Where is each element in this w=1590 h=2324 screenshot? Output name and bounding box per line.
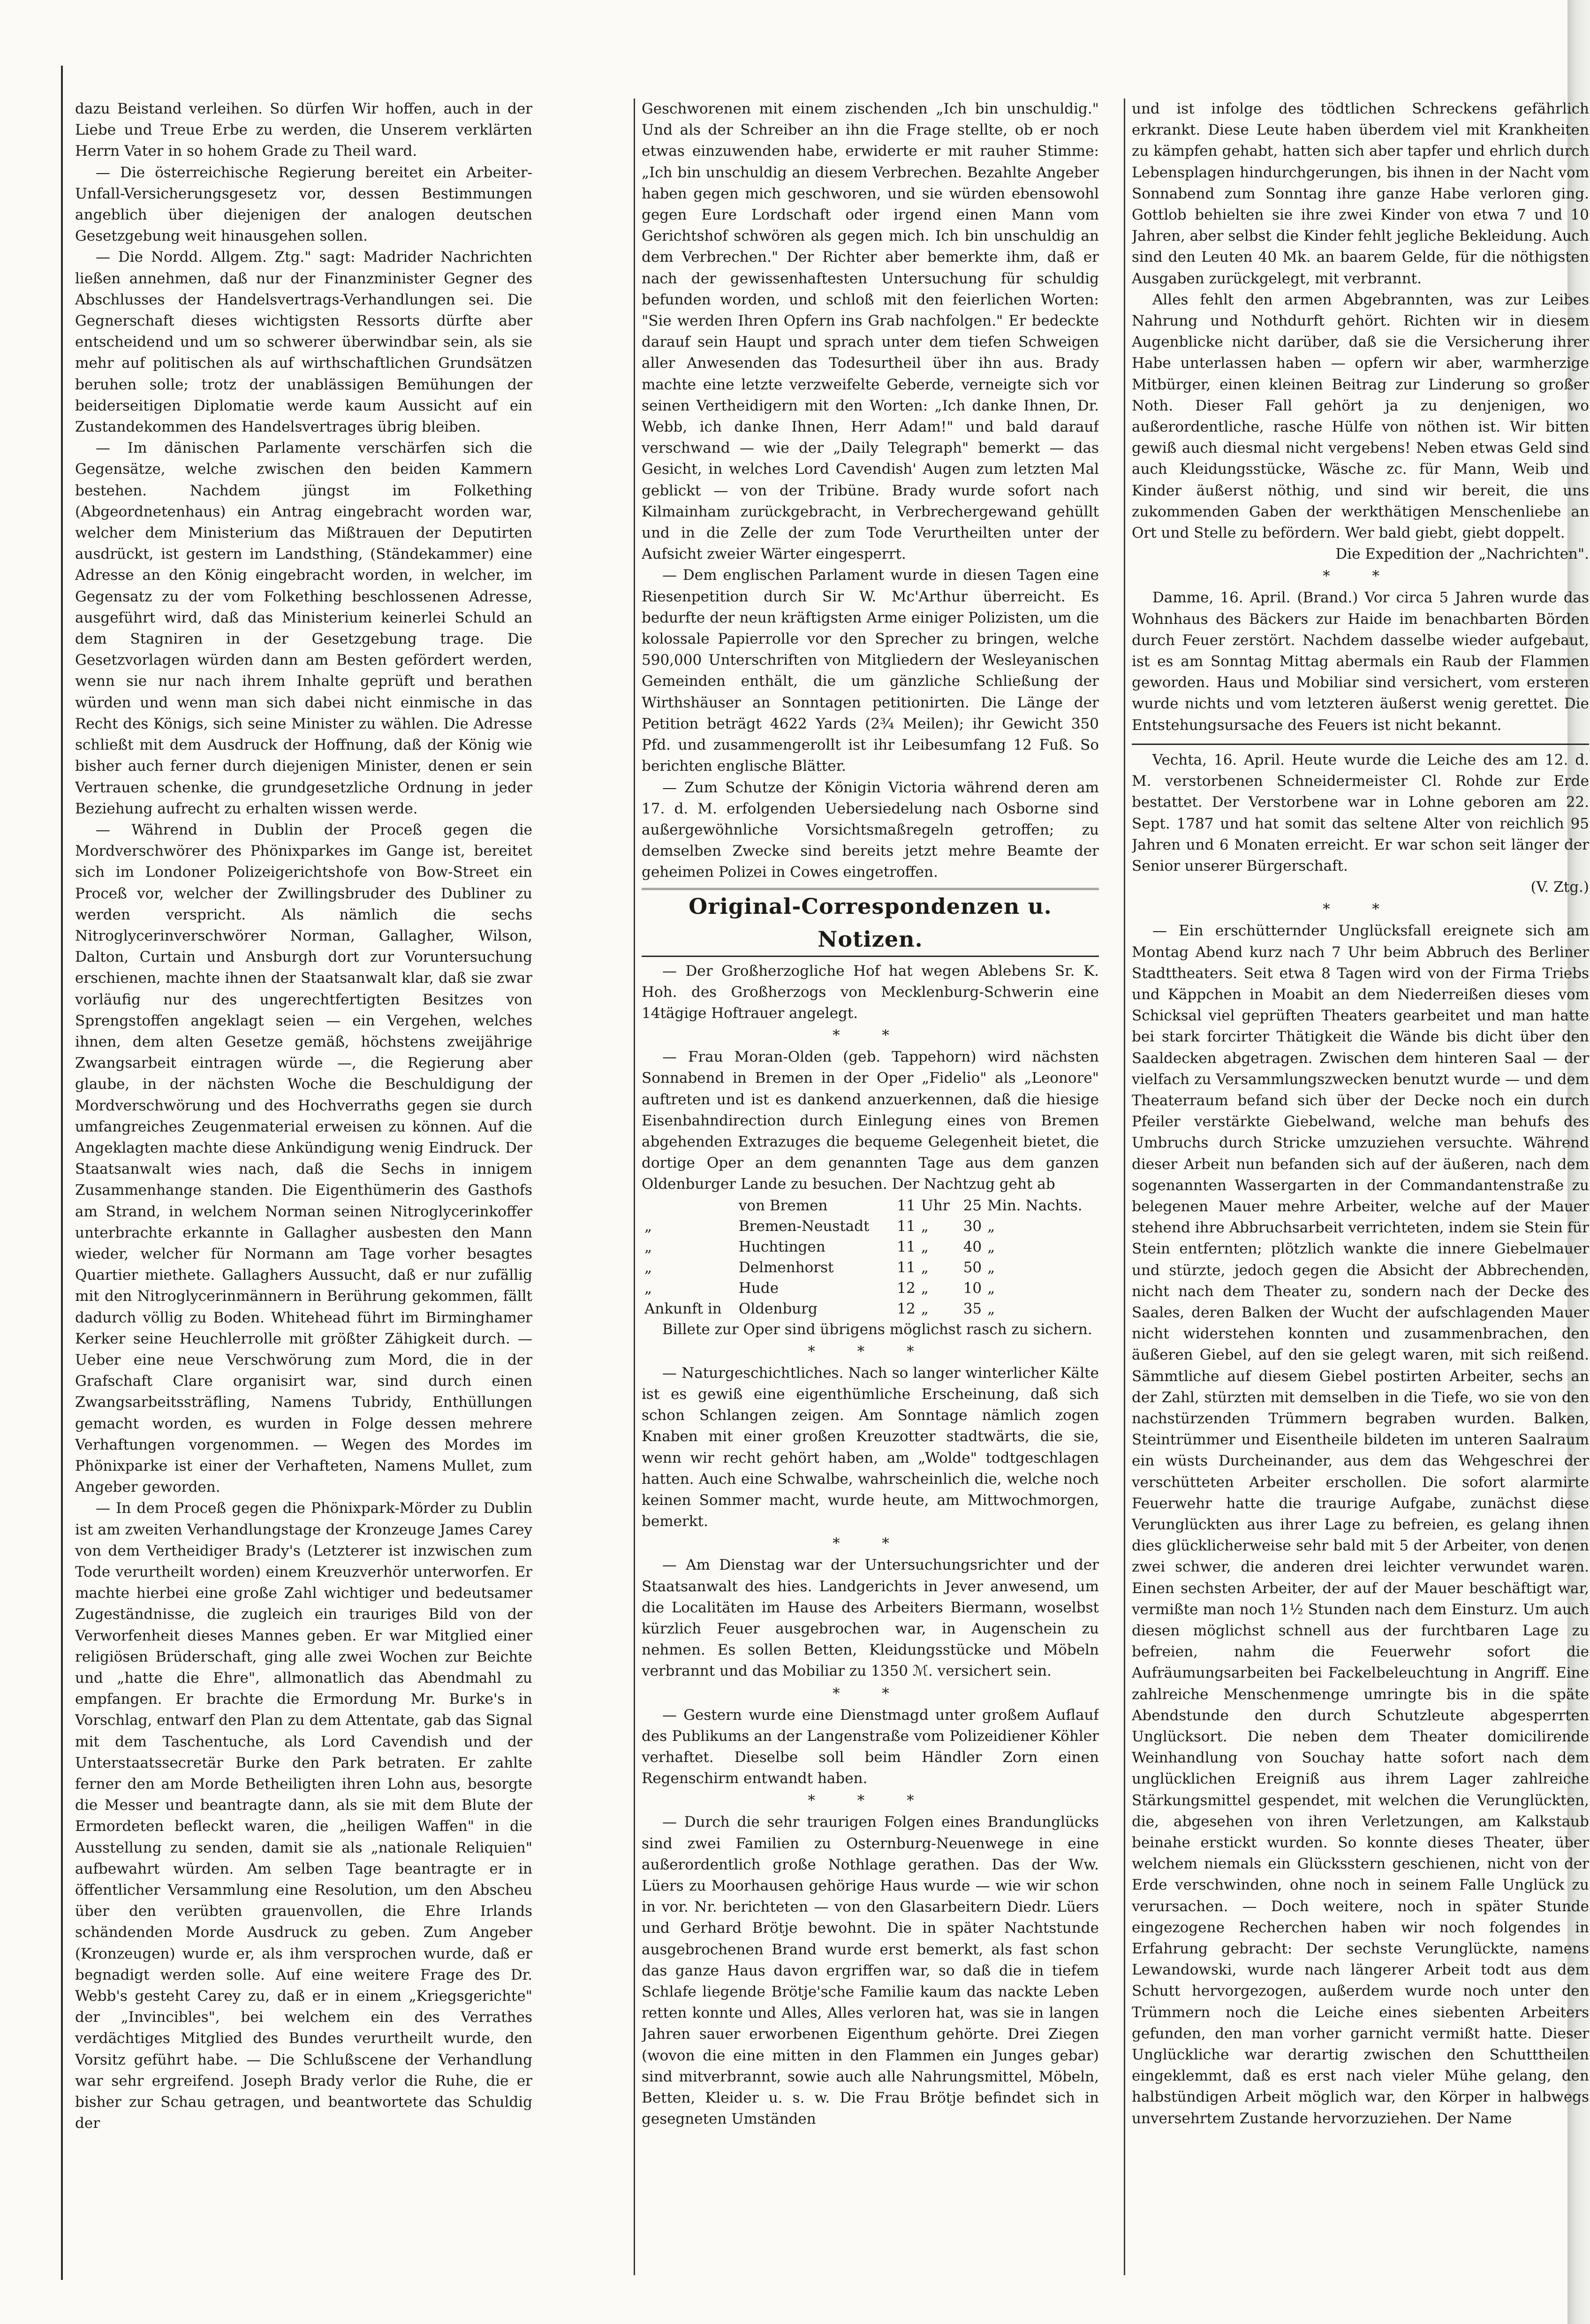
- schedule-row: [642, 1237, 1099, 1257]
- schedule-station: von Bremen: [738, 1197, 828, 1214]
- article-paragraph: Alles fehlt den armen Abgebrannten, was zur Leibes Nahrung und Nothdurft gehört. Richten wir in diesem Augenblicke nicht darüber, daß sie die Versicherung ihrer Habe unterlassen haben — opfern wir aber, warmherzige Mitbürger, einen kleinen Beitrag zur Linderung so großer Noth. Dieser Fall gehört ja zu denjenigen, wo außerordentliche, rasche Hülfe von nöthen ist. Wir bitten gewiß auch diesmal nicht vergebens! Neben etwas Geld sind auch Kleidungsstücke, Wäsche zc. für Mann, Weib und Kinder äußerst nöthig, und sind wir bereit, die uns zukommenden Gaben der werkthätigen Menschenliebe an Ort und Stelle zu befördern. Wer bald giebt, giebt doppelt.: [1132, 291, 1589, 542]
- schedule-prefix: [642, 1195, 736, 1216]
- schedule-station: Hude: [738, 1279, 779, 1297]
- column-1: [75, 99, 532, 2275]
- schedule-row: [642, 1257, 1099, 1278]
- article-paragraph: — Ein erschütternder Unglücksfall ereignete sich am Montag Abend kurz nach 7 Uhr beim Abbruch des Berliner Stadttheaters. Seit etwa 8 Tagen wird von der Firma Triebs und Käppchen in Moabit an dem Niederreißen dieses vom Schicksal viel geprüften Theaters gearbeitet und man hatte bei stark forcirter Thätigkeit die Wände bis dicht über den Saaldecken abgetragen. Zwischen dem hinteren Saal — der vielfach zu Versammlungszwecken benutzt wurde — und dem Theaterraum befand sich über der Decke noch ein durch Pfeiler verstärkte Giebelwand, welche man behufs des Umbruchs durch Stricke umzuziehen versuchte. Während dieser Arbeit nun befanden sich auf der äußeren, nach dem sogenannten Wassergarten in der Commandantenstraße zu belegenen Mauer mehre Arbeiter, welche auf der Mauer stehend ihre Abbruchsarbeit verrichteten, indem sie Stein für Stein entfernten; plötzlich wankte die innere Giebelmauer und stürzte, jedoch gegen die Absicht der Abbrechenden, nicht nach dem Theater zu, sondern nach der Decke des Saales, deren Balken der Wucht der aufschlagenden Mauer nicht widerstehen konnten und zusammenbrachen, den äußeren Giebel, auf den sie gelegt waren, mit sich reißend. Sämmtliche auf diesem Giebel postirten Arbeiter, sechs an der Zahl, stürzten mit demselben in die Tiefe, wo sie von den nachstürzenden Trümmern begraben wurden. Balken, Steintrümmer und Eisentheile bildeten im unteren Saalraum ein wüsts Durcheinander, aus dem das Wehgeschrei der verschütteten Arbeiter erschollen. Die sofort alarmirte Feuerwehr hatte die traurige Aufgabe, zunächst diese Verunglückten aus ihrer Lage zu befreien, es gelang ihnen dies glücklicherweise sehr bald mit 5 der Arbeiter, von denen zwei schwer, die anderen drei leichter verwundet waren. Einen sechsten Arbeiter, der auf der Mauer beschäftigt war, vermißte man noch 1½ Stunden nach dem Einsturz. Um auch diesen möglichst schnell aus der furchtbaren Lage zu befreien, nahm die Feuerwehr sofort die Aufräumungsarbeiten bei Fackelbeleuchtung in Angriff. Eine zahlreiche Menschenmenge umringte bis in die späte Abendstunde den durch Schutzleute abgesperrten Unglücksort. Die neben dem Theater domicilirende Weinhandlung von Souchay hatte sofort nach dem unglücklichen Ereigniß aus ihrem Lager zahlreiche Stärkungsmittel gespendet, mit welchen die Verunglückten, die, abgesehen von ihren Verletzungen, am Kalkstaub beinahe erstickt wurden. So konnte dieses Theater, über welchem niemals ein Glücksstern geschienen, nicht von der Erde verschwinden, ohne noch in seinem Falle Unglück zu verursachen. — Doch weitere, noch in später Stunde eingezogene Recherchen haben wir noch folgendes in Erfahrung gebracht: Der sechste Verunglückte, namens Lewandowski, wurde nach längerer Arbeit todt aus dem Schutt hervorgezogen, außerdem wurde noch unter den Trümmern noch die Leiche eines siebenten Arbeiters gefunden, den man vorher garnicht vermißt hatte. Dieser Unglückliche war derartig zwischen den Schutttheilen eingeklemmt, daß es erst nach vieler Mühe gelang, den halbstündigen Arbeit möglich war, den Körper in halbwegs unversehrtem Zustande hervorzuziehen. Der Name: [1132, 922, 1589, 2127]
- schedule-prefix: „: [644, 1238, 652, 1255]
- source-credit: (V. Ztg.): [1530, 879, 1589, 896]
- article-paragraph: Vechta, 16. April. Heute wurde die Leiche des am 12. d. M. verstorbenen Schneidermeister Cl. Rohde zur Erde bestattet. Der Verstorbene war in Lohne geboren am 22. Sept. 1787 und hat somit das seltene Alter von reichlich 95 Jahren und 6 Monaten erreicht. Er war schon seit länger der Senior unserer Bürgerschaft.: [1132, 751, 1589, 874]
- schedule-hour: 11: [897, 1197, 916, 1214]
- divider-rule: [1132, 744, 1589, 745]
- separator-stars: * *: [1323, 901, 1398, 918]
- schedule-minute: 50: [963, 1259, 982, 1276]
- column-3: [1132, 99, 1589, 2275]
- article-paragraph: — Der Großherzogliche Hof hat wegen Ablebens Sr. K. Hoh. des Großherzogs von Mecklenburg-Schwerin eine 14tägige Hoftrauer angelegt.: [642, 962, 1099, 1022]
- schedule-row: [642, 1195, 1099, 1216]
- schedule-hour: 12: [897, 1300, 916, 1317]
- schedule-minute: 25: [963, 1197, 982, 1214]
- article-paragraph: Geschworenen mit einem zischenden „Ich bin unschuldig." Und als der Schreiber an ihn die Frage stellte, ob er noch etwas einzuwenden habe, erwiderte er mit rauher Stimme: „Ich bin unschuldig an diesem Verbrechen. Bezahlte Angeber haben gegen mich geschworen, und sie würden ebensowohl gegen Eure Lordschaft oder irgend einen Mann vom Gerichtshof schwören als gegen mich. Ich bin unschuldig an dem Verbrechen." Der Richter aber bemerkte ihm, daß er nach der gewissenhaftesten Untersuchung für schuldig befunden worden, und schloß mit den feierlichen Worten: "Sie werden Ihren Opfern ins Grab nachfolgen." Er bedeckte darauf sein Haupt und sprach unter dem tiefen Schweigen aller Anwesenden das Todesurtheil über ihn aus. Brady machte eine letzte verzweifelte Geberde, verneigte sich vor seinen Vertheidigern mit den Worten: „Ich danke Ihnen, Dr. Webb, ich danke Ihnen, Herr Adam!" und bald darauf verschwand — wie der „Daily Telegraph" bemerkt — das Gesicht, in welches Lord Cavendish' Augen zum letzten Mal geblickt — von der Tribüne. Brady wurde sofort nach Kilmainham zurückgebracht, in Verbrechergewand gehüllt und in die Zelle der zum Tode Verurtheilten unter der Aufsicht zweier Wärter eingesperrt.: [642, 100, 1099, 563]
- separator-stars: * * *: [808, 1792, 933, 1809]
- column-rule-1: [634, 99, 635, 2275]
- newspaper-page: [61, 80, 1589, 2285]
- schedule-prefix: Ankunft in: [644, 1300, 722, 1317]
- schedule-suffix: „: [987, 1259, 995, 1276]
- schedule-suffix: „: [987, 1217, 995, 1235]
- schedule-unit: „: [921, 1279, 929, 1297]
- schedule-unit: „: [921, 1259, 929, 1276]
- schedule-hour: 11: [897, 1217, 916, 1235]
- article-paragraph: — Am Dienstag war der Untersuchungsrichter und der Staatsanwalt des hies. Landgerichts in Jever anwesend, um die Localitäten im Hause des Arbeiters Biermann, woselbst kürzlich Feuer ausgebrochen war, in Augenschein zu nehmen. Es sollen Betten, Kleidungsstücke und Möbeln verbrannt und das Mobiliar zu 1350 ℳ. versichert sein.: [642, 1557, 1099, 1680]
- schedule-station: Delmenhorst: [738, 1259, 834, 1276]
- schedule-minute: 40: [963, 1238, 982, 1255]
- train-schedule: [642, 1195, 1099, 1319]
- column-rule-2: [1124, 99, 1125, 2275]
- article-paragraph: dazu Beistand verleihen. So dürfen Wir hoffen, auch in der Liebe und Treue Erbe zu werden, die Unserem verklärten Herrn Vater in so hohem Grade zu Theil ward.: [75, 100, 532, 160]
- article-paragraph: — Die Nordd. Allgem. Ztg." sagt: Madrider Nachrichten ließen annehmen, daß nur der Finanzminister Gegner des Abschlusses der Handelsvertrags-Verhandlungen sei. Die Gegnerschaft dieses wichtigsten Ressorts dürfte aber entscheidend und um so schwerer überwindbar sein, als sie mehr auf politischen als auf wirthschaftlichen Grundsätzen beruhen solle; trotz der unablässigen Bemühungen der beiderseitigen Diplomatie werde kaum Aussicht auf ein Zustandekommen des Handelsvertrages übrig bleiben.: [75, 249, 532, 436]
- separator-stars: * *: [833, 1535, 908, 1552]
- schedule-minute: 10: [963, 1279, 982, 1297]
- schedule-minute: 30: [963, 1217, 982, 1235]
- article-paragraph: — Die österreichische Regierung bereitet ein Arbeiter-Unfall-Versicherungsgesetz vor, dessen Bestimmungen angeblich über diejenigen der analogen deutschen Gesetzgebung weit hinausgehen sollen.: [75, 164, 532, 245]
- article-paragraph: und ist infolge des tödtlichen Schreckens gefährlich erkrankt. Diese Leute haben überdem viel mit Krankheiten zu kämpfen gehabt, hatten sich aber tapfer und ehrlich durch Lebensplagen hindurchgerungen, bis ihnen in der Nacht vom Sonnabend zum Sonntag ihre ganze Habe verloren ging. Gottlob behielten sie ihre zwei Kinder von etwa 7 und 10 Jahren, aber selbst die Kinder fehlt jegliche Bekleidung. Auch sind den Leuten 40 Mk. an baarem Gelde, für die nöthigsten Ausgaben zurückgelegt, mit verbrannt.: [1132, 100, 1589, 287]
- article-paragraph: — Dem englischen Parlament wurde in diesen Tagen eine Riesenpetition durch Sir W. Mc'Arthur überreicht. Es bedurfte der neun kräftigsten Arme einiger Polizisten, um die kolossale Papierrolle vor den Sprecher zu bringen, welche 590,000 Unterschriften von Mitgliedern der Wesleyanischen Gemeinden enthält, die um gänzliche Schließung der Wirthshäuser an Sonntagen petitionirten. Die Länge der Petition beträgt 4622 Yards (2¾ Meilen); ihr Gewicht 350 Pfd. und zusammengerollt ist ihr Leibesumfang 12 Fuß. So berichten englische Blätter.: [642, 567, 1099, 775]
- separator-stars: * *: [833, 1027, 908, 1044]
- article-paragraph: — Zum Schutze der Königin Victoria während deren am 17. d. M. erfolgenden Uebersiedelung nach Osborne sind außergewöhnliche Vorsichtsmaßregeln getroffen; zu demselben Zwecke sind bereits jetzt mehre Beamte der geheimen Polizei in Cowes eingetroffen.: [642, 779, 1099, 881]
- schedule-row: [642, 1216, 1099, 1237]
- article-paragraph: — Frau Moran-Olden (geb. Tappehorn) wird nächsten Sonnabend in Bremen in der Oper „Fidelio" als „Leonore" auftreten und ist es dankend anzuerkennen, daß die hiesige Eisenbahndirection durch Einlegung eines von Bremen abgehenden Extrazuges die bequeme Gelegenheit bietet, die dortige Oper an dem genannten Tage aus dem ganzen Oldenburger Lande zu besuchen. Der Nachtzug geht ab: [642, 1048, 1099, 1193]
- schedule-suffix: „: [987, 1279, 995, 1297]
- schedule-prefix: „: [644, 1279, 652, 1297]
- schedule-station: Huchtingen: [738, 1238, 825, 1255]
- separator-stars: * * *: [808, 1343, 933, 1360]
- article-paragraph: — Durch die sehr traurigen Folgen eines Brandunglücks sind zwei Familien zu Osternburg-Neuenwege in eine außerordentlich große Nothlage gerathen. Das der Ww. Lüers zu Moorhausen gehörige Haus wurde — wie wir schon in vor. Nr. berichteten — von den Glasarbeitern Diedr. Lüers und Gerhard Brötje bewohnt. Die in später Nachtstunde ausgebrochenen Brand wurde erst bemerkt, als fast schon das ganze Haus davon ergriffen war, so daß die in tiefem Schlafe liegende Brötje'sche Familie kaum das nackte Leben retten konnte und Alles, Alles verloren hat, was sie in langen Jahren sauer erworbenen Eigenthum gehörte. Drei Ziegen (wovon die eine mitten in den Flammen ein Junges gebar) sind mitverbrannt, sowie auch alle Nahrungsmittel, Möbeln, Betten, Kleider u. s. w. Die Frau Brötje befindet sich in gesegneten Umständen: [642, 1814, 1099, 2128]
- schedule-station: Bremen-Neustadt: [738, 1217, 870, 1235]
- schedule-prefix: „: [644, 1259, 652, 1276]
- article-paragraph: Damme, 16. April. (Brand.) Vor circa 5 Jahren wurde das Wohnhaus des Bäckers zur Haide im benachbarten Börden durch Feuer zerstört. Nachdem dasselbe wieder aufgebaut, ist es am Sonntag Mittag abermals ein Raub der Flammen geworden. Haus und Mobiliar sind versichert, vom ersteren wurde nichts und vom letzteren äußerst wenig gerettet. Die Entstehungsursache des Feuers ist nicht bekannt.: [1132, 589, 1589, 734]
- schedule-prefix: „: [644, 1217, 652, 1235]
- column-2: [642, 99, 1099, 2275]
- article-paragraph: — Gestern wurde eine Dienstmagd unter großem Auflauf des Publikums an der Langenstraße vom Polizeidiener Köhler verhaftet. Dieselbe soll beim Händler Zorn einen Regenschirm entwandt haben.: [642, 1706, 1099, 1787]
- article-paragraph: Billete zur Oper sind übrigens möglichst rasch zu sichern.: [662, 1321, 1092, 1338]
- schedule-hour: 11: [897, 1238, 916, 1255]
- article-paragraph: — In dem Proceß gegen die Phönixpark-Mörder zu Dublin ist am zweiten Verhandlungstage der Kronzeuge James Carey von dem Vertheidiger Brady's (Letzterer ist inzwischen zum Tode verurtheilt worden) einem Kreuzverhör unterworfen. Er machte hierbei eine große Zahl wichtiger und bedeutsamer Zugeständnisse, die zugleich ein trauriges Bild von der Verworfenheit dieses Mannes geben. Er war Mitglied einer religiösen Brüderschaft, ging alle zwei Wochen zur Beichte und „hatte die Ehre", allmonatlich das Abendmahl zu empfangen. Er brachte die Ermordung Mr. Burke's in Vorschlag, entwarf den Plan zu dem Attentate, gab das Signal mit dem Taschentuche, als Lord Cavendish und der Unterstaatssecretär Burke den Park betraten. Er zahlte ferner den am Morde Betheiligten ihren Lohn aus, besorgte die Messer und beantragte dann, als sie mit dem Blute der Ermordeten befleckt waren, die „heiligen Waffen" in die Ausstellung zu senden, damit sie als „nationale Reliquien" aufbewahrt würden. Am selben Tage beantragte er in öffentlicher Versammlung eine Resolution, um den Abscheu über den verübten grauenvollen, die Ehre Irlands schändenden Morde Ausdruck zu geben. Zum Angeber (Kronzeugen) wurde er, als ihm versprochen wurde, daß er begnadigt werden solle. Auf eine weitere Frage des Dr. Webb's gesteht Carey zu, daß er in einem „Kriegsgerichte" der „Invincibles", bei welchem ein des Verrathes verdächtiges Mitglied des Bundes verurtheilt wurde, den Vorsitz geführt habe. — Die Schlußscene der Verhandlung war sehr ergreifend. Joseph Brady verlor die Ruhe, die er bisher zur Schau getragen, und beantwortete das Schuldig der: [75, 1500, 532, 2132]
- separator-stars: * *: [1323, 568, 1398, 585]
- schedule-hour: 11: [897, 1259, 916, 1276]
- article-paragraph: — Während in Dublin der Proceß gegen die Mordverschwörer des Phönixparkes im Gange ist, bereitet sich im Londoner Polizeigerichtshofe von Bow-Street ein Proceß vor, welcher der Zwillingsbruder des Dubliner zu werden verspricht. Als nämlich die sechs Nitroglycerinverschwörer Norman, Gallagher, Wilson, Dalton, Curtain und Ansburgh dort zur Voruntersuchung erschienen, machte ihnen der Staatsanwalt klar, daß sie zwar vorläufig nur des ungerechtfertigten Besitzes von Sprengstoffen angeklagt seien — ein Vergehen, welches ihnen, dem alten Gesetze gemäß, höchstens zweijährige Zwangsarbeit eintragen würde —, die Regierung aber glaube, in der nächsten Woche die Beschuldigung der Mordverschwörung und des Hochverraths gegen sie durch umfangreiches Zeugenmaterial erweisen zu können. Auf die Angeklagten machte diese Ankündigung wenig Eindruck. Der Staatsanwalt wies nach, daß die Sechs in innigem Zusammenhange standen. Die Eigenthümerin des Gasthofs am Strand, in welchem Norman seinen Nitroglycerinkoffer unterbrachte erkannte in Gallagher ausbesten den Mann wieder, welcher für Normann am Tage vorher besagtes Quartier miethete. Gallaghers Aussucht, daß er nur zufällig mit den Nitroglycerinmännern in Berührung gekommen, fällt dadurch völlig zu Boden. Whitehead führt im Birminghamer Kerker seine Heuchlerrolle mit größter Zähigkeit durch. — Ueber eine neue Verschwörung zum Mord, die in der Grafschaft Clare organisirt war, sind durch einen Zwangsarbeitssträfling, Namens Tubridy, Enthüllungen gemacht worden, es wurden in Folge dessen mehrere Verhaftungen vorgenommen. — Wegen des Mordes im Phönixparke ist einer der Verhafteten, Namens Mullet, zum Angeber geworden.: [75, 821, 532, 1496]
- schedule-suffix: „: [987, 1238, 995, 1255]
- article-paragraph: — Im dänischen Parlamente verschärfen sich die Gegensätze, welche zwischen den beiden Kammern bestehen. Nachdem jüngst im Folkething (Abgeordnetenhaus) ein Antrag eingebracht worden war, welcher dem Ministerium das Mißtrauen der Deputirten ausdrückt, ist gestern im Landsthing, (Ständekammer) eine Adresse an den König eingebracht worden, in welcher, im Gegensatz zu der vom Folkething beschlossenen Adresse, ausgeführt wird, daß das Ministerium keinerlei Schuld an dem Stagniren in der Gesetzgebung trage. Die Gesetzvorlagen würden dann am Besten gefördert werden, wenn sie nur nach ihrem Inhalte geprüft und berathen würden und wenn man sich dabei nicht einmische in das Recht des Königs, sich seine Minister zu wählen. Die Adresse schließt mit dem Ausdruck der Hoffnung, daß der König wie bisher auch ferner durch diejenigen Minister, denen er sein Vertrauen schenke, die grundgesetzliche Ordnung in jeder Beziehung aufrecht zu erhalten wissen werde.: [75, 440, 532, 817]
- schedule-hour: 12: [897, 1279, 916, 1297]
- separator-stars: * *: [833, 1685, 908, 1702]
- schedule-unit: „: [921, 1300, 929, 1317]
- schedule-station: Oldenburg: [738, 1300, 818, 1317]
- schedule-unit: Uhr: [921, 1197, 950, 1214]
- schedule-suffix: Min. Nachts.: [987, 1197, 1083, 1214]
- schedule-unit: „: [921, 1217, 929, 1235]
- schedule-unit: „: [921, 1238, 929, 1255]
- signature-line: Die Expedition der „Nachrichten".: [1335, 546, 1589, 563]
- schedule-row: [642, 1299, 1099, 1319]
- article-paragraph: — Naturgeschichtliches. Nach so langer winterlicher Kälte ist es gewiß eine eigenthümliche Erscheinung, daß sich schon Schlangen zeigen. Am Sonntage nämlich zogen Knaben mit einer großen Kreuzotter stadtwärts, die sie, wenn wir recht gehört haben, am „Wolde" todtgeschlagen hatten. Auch eine Schwalbe, wahrscheinlich die, welche noch keinen Sommer macht, wurde heute, am Mittwochmorgen, bemerkt.: [642, 1364, 1099, 1530]
- section-heading: Original-Correspondenzen u. Notizen.: [642, 888, 1099, 957]
- schedule-row: [642, 1278, 1099, 1299]
- schedule-minute: 35: [963, 1300, 982, 1317]
- schedule-suffix: „: [987, 1300, 995, 1317]
